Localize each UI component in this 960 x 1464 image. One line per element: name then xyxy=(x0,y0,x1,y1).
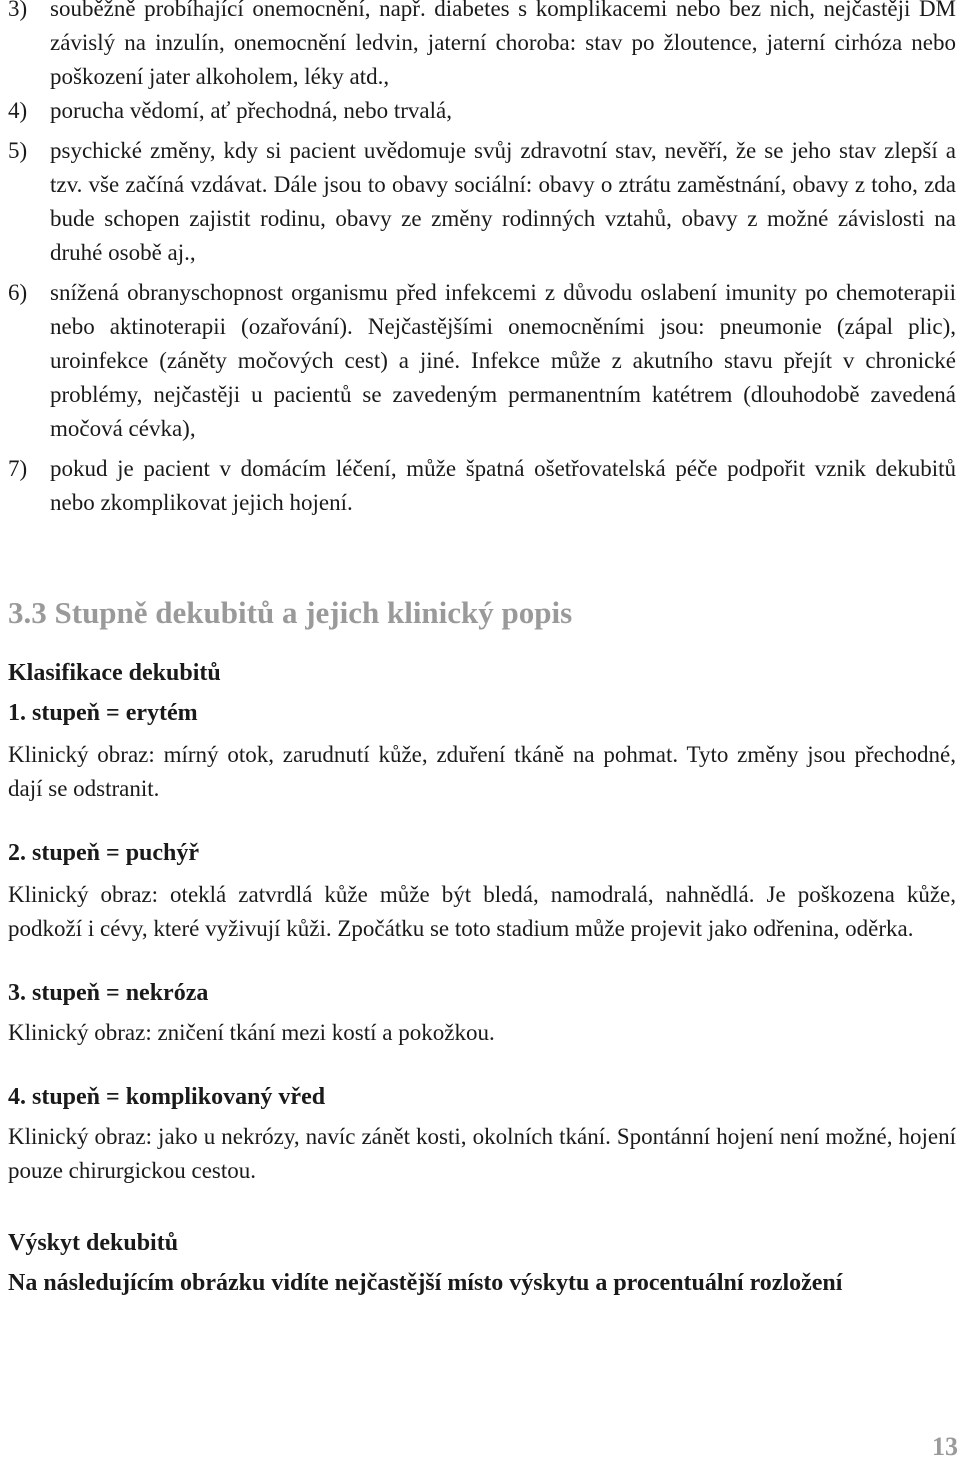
stage-block xyxy=(8,976,956,1050)
stage-description: Klinický obraz: zničení tkání mezi kostí a pokožkou. xyxy=(8,1020,495,1045)
stage-block xyxy=(8,836,956,946)
list-item-number: 7) xyxy=(8,456,28,481)
list-item-number: 5) xyxy=(8,138,28,163)
list-item xyxy=(8,276,956,446)
stage-block xyxy=(8,696,956,806)
list-item-text: porucha vědomí, ať přechodná, nebo trvalá, xyxy=(50,98,452,123)
list-item-text: psychické změny, kdy si pacient uvědomuje svůj zdravotní stav, nevěří, že se jeho stav zlepší a tzv. vše začíná vzdávat. Dále jsou to obavy sociální: obavy o ztrátu zaměstnání, obavy z toho, zda bude schopen zajistit rodinu, obavy ze změny rodinných vztahů, obavy z možné závislosti na druhé osobě aj., xyxy=(50,138,956,265)
list-item-number: 6) xyxy=(8,280,28,305)
risk-factor-list xyxy=(8,0,956,520)
classification-heading: Klasifikace dekubitů xyxy=(8,660,221,686)
stage-description: Klinický obraz: oteklá zatvrdlá kůže může být bledá, namodralá, nahnědlá. Je poškozena kůže, podkoží i cévy, které vyživují kůži. Zpočátku se toto stadium může projevit jako odřenina, oděrka. xyxy=(8,882,956,941)
page-number: 13 xyxy=(932,1432,958,1461)
list-item-text: snížená obranyschopnost organismu před infekcemi z důvodu oslabení imunity po chemoterapii nebo aktinoterapii (ozařování). Nejčastějšími onemocněními jsou: pneumonie (zápal plic), uroinfekce (záněty močových cest) a jiné. Infekce může z akutního stavu přejít v chronické problémy, nejčastěji u pacientů se zavedeným permanentním katétrem (dlouhodobě zavedená močová cévka), xyxy=(50,280,956,441)
stage-description: Klinický obraz: jako u nekrózy, navíc zánět kosti, okolních tkání. Spontánní hojení není možné, hojení pouze chirurgickou cestou. xyxy=(8,1124,956,1183)
stage-heading: 3. stupeň = nekróza xyxy=(8,980,209,1006)
list-item-number: 3) xyxy=(8,0,28,21)
list-item xyxy=(8,134,956,270)
list-item-text: pokud je pacient v domácím léčení, může špatná ošetřovatelská péče podpořit vznik dekubitů nebo zkomplikovat jejich hojení. xyxy=(50,456,956,515)
stage-heading: 1. stupeň = erytém xyxy=(8,700,198,726)
stage-block xyxy=(8,1080,956,1188)
list-item xyxy=(8,94,956,128)
stage-heading: 2. stupeň = puchýř xyxy=(8,840,200,866)
section-title: 3.3 Stupně dekubitů a jejich klinický popis xyxy=(8,595,573,630)
document-page xyxy=(8,0,956,1300)
list-item-text: souběžně probíhající onemocnění, např. diabetes s komplikacemi nebo bez nich, nejčastěji DM závislý na inzulín, onemocnění ledvin, jaterní choroba: stav po žloutence, jaterní cirhóza nebo poškození jater alkoholem, léky atd., xyxy=(50,0,956,89)
list-item xyxy=(8,0,956,94)
occurrence-heading: Výskyt dekubitů xyxy=(8,1230,179,1256)
stage-heading: 4. stupeň = komplikovaný vřed xyxy=(8,1084,326,1110)
stage-description: Klinický obraz: mírný otok, zarudnutí kůže, zduření tkáně na pohmat. Tyto změny jsou přechodné, dají se odstranit. xyxy=(8,742,956,801)
list-item xyxy=(8,452,956,520)
list-item-number: 4) xyxy=(8,98,28,123)
occurrence-text: Na následujícím obrázku vidíte nejčastější místo výskytu a procentuální rozložení xyxy=(8,1270,843,1296)
